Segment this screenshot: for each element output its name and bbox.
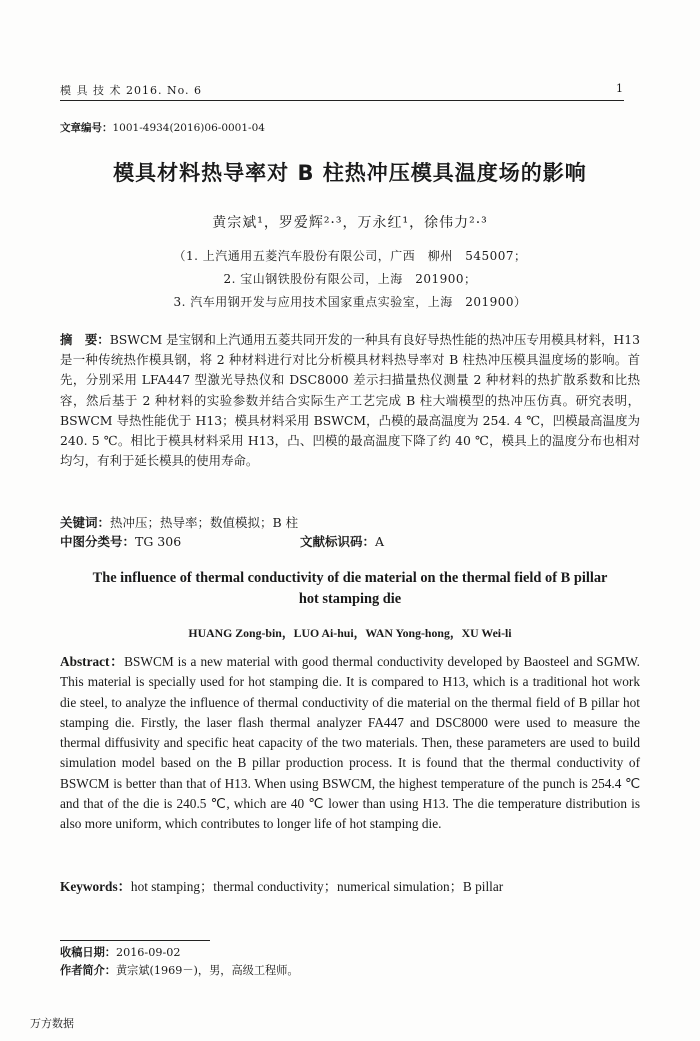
footnote-divider	[60, 940, 210, 941]
abstract-en	[60, 652, 640, 835]
clc-value: TG 306	[135, 534, 182, 549]
received-value: 2016-09-02	[115, 946, 181, 959]
watermark-text: 万方数据	[30, 1017, 74, 1030]
page-number: 1	[616, 82, 624, 95]
classification-line	[60, 532, 640, 550]
abstract-en-label: Abstract：	[60, 654, 125, 669]
abstract-cn	[60, 330, 640, 471]
doc-code-label: 文献标识码：	[300, 534, 376, 549]
document-code	[300, 532, 384, 550]
article-number-label: 文章编号：	[60, 122, 113, 134]
clc-label: 中图分类号：	[60, 534, 136, 549]
keywords-cn-label: 关键词：	[60, 515, 111, 530]
abstract-cn-label: 摘 要：	[60, 332, 110, 347]
clc-code	[60, 534, 181, 549]
received-label: 收稿日期：	[60, 946, 116, 959]
author-bio-value: 黄宗斌(1969－)，男，高级工程师。	[115, 964, 299, 977]
received-date	[60, 944, 180, 960]
abstract-en-text: BSWCM is a new material with good thermal conductivity developed by Baosteel and SGMW. This material is specially used for hot stamping die. It is compared to H13, which is a traditional hot work die steel, to analyze the influence of thermal conductivity of die material on the thermal field of B pillar hot stamping die. Firstly, the laser flash thermal analyzer FA447 and DSC8000 were used to measure the thermal diffusivity and specific heat capacity of the two materials. Then, these parameters are used to build simulation model based on the B pillar production process. It is found that the thermal conductivity of BSWCM is better than that of H13. When using BSWCM, the highest temperature of the punch is 254.4 ℃ and that of the die is 240.5 ℃, which are 40 ℃ lower than using H13. The die temperature distribution is also more uniform, which contributes to longer life of hot stamping die.	[60, 654, 640, 832]
running-header	[60, 78, 624, 101]
paper-title-cn: 模具材料热导率对 B 柱热冲压模具温度场的影响	[113, 161, 587, 185]
keywords-cn	[60, 513, 298, 531]
article-number	[60, 120, 265, 135]
affiliation-2: 2. 宝山钢铁股份有限公司，上海 201900；	[223, 272, 477, 286]
abstract-cn-text: BSWCM 是宝钢和上汽通用五菱共同开发的一种具有良好导热性能的热冲压专用模具材料，H13 是一种传统热作模具钢，将 2 种材料进行对比分析模具材料热导率对 B 柱热冲压模具温度场的影响。首先，分别采用 LFA447 型激光导热仪和 DSC8000 差示扫描量热仪测量 2 种材料的热扩散系数和比热容，然后基于 2 种材料的实验参数并结合实际生产工艺完成 B 柱大端模型的热冲压仿真。研究表明，BSWCM 导热性能优于 H13；模具材料采用 BSWCM，凸模的最高温度为 254. 4 ℃，凹模最高温度为 240. 5 ℃。相比于模具材料采用 H13，凸、凹模的最高温度下降了约 40 ℃，模具上的温度分布也相对均匀，有利于延长模具的使用寿命。	[60, 332, 640, 469]
author-bio	[60, 962, 299, 978]
authors-en: HUANG Zong-bin，LUO Ai-hui，WAN Yong-hong，XU Wei-li	[188, 626, 512, 640]
affiliation-1: （1. 上汽通用五菱汽车股份有限公司，广西 柳州 545007；	[173, 249, 527, 263]
keywords-en	[60, 876, 503, 895]
author-bio-label: 作者简介：	[60, 964, 116, 977]
affiliation-3: 3. 汽车用钢开发与应用技术国家重点实验室，上海 201900）	[173, 295, 527, 309]
keywords-en-text: hot stamping；thermal conductivity；numerical simulation；B pillar	[130, 879, 504, 894]
journal-issue: 模 具 技 术 2016. No. 6	[60, 84, 203, 97]
doc-code-value: A	[375, 534, 385, 549]
keywords-cn-text: 热冲压；热导率；数值模拟；B 柱	[110, 515, 299, 530]
authors-cn: 黄宗斌¹，罗爱辉²·³，万永红¹，徐伟力²·³	[212, 215, 488, 231]
paper-title-en: The influence of thermal conductivity of die material on the thermal field of B pillar hot stamping die	[92, 570, 608, 607]
article-number-value: 1001-4934(2016)06-0001-04	[112, 122, 265, 134]
keywords-en-label: Keywords：	[60, 879, 131, 894]
